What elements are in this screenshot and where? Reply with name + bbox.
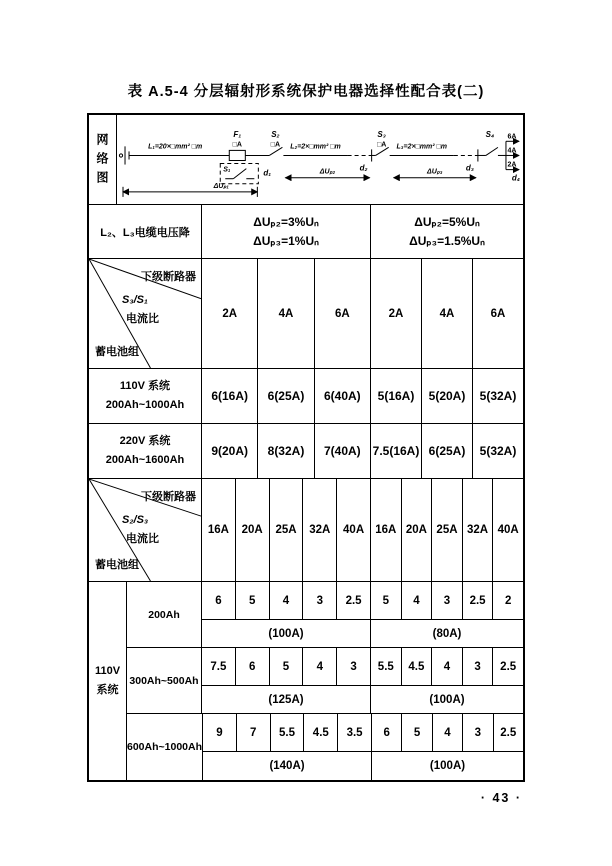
column-header: 40A (337, 479, 371, 581)
capacity-label: 300Ah~500Ah (127, 648, 202, 713)
group-merged-row (202, 686, 523, 713)
corner-label-current-ratio: 电流比 (126, 313, 159, 325)
column-header: 32A (463, 479, 494, 581)
row-header-110v (89, 369, 202, 423)
value-cell: 4 (402, 582, 433, 619)
row-values-right (371, 369, 523, 423)
section1-data-row-220v (89, 424, 523, 479)
cable-l1-label: L₁=20×□mm² □m (148, 143, 203, 151)
breaker-s3-rating: □A (377, 141, 387, 149)
value-cell: 3 (337, 648, 371, 685)
value-cell: 6 (202, 582, 236, 619)
page-number: · 43 · (480, 791, 522, 805)
section1-data-row-110v (89, 369, 523, 424)
value-cell: 9(20A) (202, 424, 258, 478)
node-d2-label: d₂ (359, 163, 368, 173)
values-right (371, 582, 523, 619)
voltage-drop-value: ΔUₚ₃=1.5%Uₙ (409, 234, 485, 248)
value-cell: 2.5 (500, 726, 517, 739)
group-values (202, 648, 523, 713)
fuse-icon (229, 150, 245, 160)
battery-terminal-icon (119, 154, 122, 157)
section1-header-row (89, 259, 523, 369)
values-left (202, 648, 371, 685)
values-left (202, 582, 371, 619)
column-header: 2A (202, 259, 258, 368)
voltage-drop-row (89, 205, 523, 259)
value-cell: 6(16A) (202, 369, 258, 423)
values-left (203, 714, 372, 751)
merged-cell-right: (100A) (429, 693, 465, 706)
network-row-label: 网络图 (89, 115, 117, 204)
cable-l2-label: L₂=2×□mm² □m (290, 143, 341, 151)
capacity-label: 200Ah (127, 582, 202, 647)
cable-l3-label: L₃=2×□mm² □m (396, 143, 447, 151)
voltage-drop-2-label: ΔUₚ₂ (319, 168, 336, 176)
node-d3-label: d₃ (465, 163, 474, 173)
corner-label-ratio: S₂/S₃ (122, 514, 149, 526)
row-values-right (371, 424, 523, 478)
branch-6a-label: 6A (507, 133, 517, 141)
selectivity-table (87, 113, 525, 782)
corner-label-lower-breaker: 下级断路器 (141, 491, 196, 503)
column-header: 32A (303, 479, 337, 581)
value-cell: 7.5 (202, 648, 236, 685)
voltage-drop-row-label: L₂、L₃电缆电压降 (89, 205, 202, 258)
column-header: 25A (270, 479, 304, 581)
capacity-group-300-500ah (127, 648, 523, 714)
voltage-drop-value: ΔUₚ₂=5%Uₙ (414, 214, 480, 229)
value-cell: 4.5 (402, 648, 433, 685)
merged-cell-left: (140A) (203, 752, 372, 780)
fuse-f1-label: F₁ (233, 130, 242, 140)
value-cell: 5.5 (371, 648, 402, 685)
node-d1-label: d₁ (263, 168, 272, 178)
value-cell: 4 (303, 648, 337, 685)
corner-label-ratio: S₃/S₁ (122, 294, 148, 306)
value-cell: 6 (236, 648, 270, 685)
column-header: 16A (371, 479, 402, 581)
value-cell: 5(20A) (422, 369, 473, 423)
column-header: 6A (315, 259, 371, 368)
value-cell: 6(25A) (422, 424, 473, 478)
value-cell: 5 (236, 582, 270, 619)
value-cell: 7(40A) (315, 424, 371, 478)
circuit-labels (148, 130, 520, 190)
section1-columns-right (371, 259, 523, 368)
system-label: 220V 系统 (119, 435, 171, 448)
column-header: 20A (236, 479, 270, 581)
section2-columns-left (202, 479, 371, 581)
value-cell: 2.5 (463, 582, 494, 619)
section2-corner-cell (89, 479, 202, 581)
circuit-diagram (117, 115, 523, 204)
value-cell: 4 (433, 714, 463, 751)
value-cell: 2.5 (500, 660, 517, 673)
row-values-left (202, 369, 371, 423)
value-cell: 5(16A) (371, 369, 422, 423)
table-title: 表 A.5-4 分层辐射形系统保护电器选择性配合表(二) (127, 84, 485, 100)
column-header: 6A (490, 307, 506, 320)
merged-cell-left: (100A) (202, 620, 371, 647)
breaker-s2-label: S₂ (271, 130, 280, 140)
value-cell: 5 (402, 714, 432, 751)
row-values-left (202, 424, 371, 478)
group-value-row (202, 582, 523, 620)
system-110v-column (89, 582, 127, 780)
value-cell: 6(25A) (258, 369, 314, 423)
group-merged-row (203, 752, 523, 780)
section2-body (89, 582, 523, 780)
breaker-s4-label: S₄ (485, 130, 495, 140)
column-header: 20A (402, 479, 433, 581)
value-cell: 3.5 (338, 714, 372, 751)
corner-label-lower-breaker: 下级断路器 (141, 271, 196, 283)
capacity-group-600-1000ah (127, 714, 523, 780)
value-cell: 4 (270, 582, 304, 619)
value-cell: 3 (432, 582, 463, 619)
merged-cell-left: (125A) (202, 686, 371, 713)
column-header: 2A (371, 259, 422, 368)
merged-cell-right: (80A) (432, 627, 462, 640)
group-values (202, 582, 523, 647)
value-cell: 3 (463, 714, 493, 751)
value-cell: 6 (372, 714, 402, 751)
section2-header-row (89, 479, 523, 582)
voltage-drop-case1 (202, 205, 371, 258)
value-cell: 6(40A) (315, 369, 371, 423)
value-cell: 5(32A) (479, 444, 517, 458)
branch-4a-label: 4A (507, 147, 517, 155)
merged-cell-right: (100A) (429, 760, 466, 772)
corner-label-current-ratio: 电流比 (126, 533, 159, 545)
column-header: 25A (432, 479, 463, 581)
capacity-groups (127, 582, 523, 780)
column-header: 4A (422, 259, 473, 368)
group-value-row (202, 648, 523, 686)
branch-2a-label: 2A (507, 161, 517, 169)
network-row (89, 115, 523, 205)
column-header: 40A (497, 524, 519, 536)
value-cell: 2 (504, 594, 512, 607)
values-right (372, 714, 523, 751)
section1-corner-cell (89, 259, 202, 368)
value-cell: 7.5(16A) (371, 424, 422, 478)
corner-label-battery-group: 蓄电池组 (95, 559, 139, 571)
fuse-f1-rating: □A (232, 141, 242, 149)
breaker-blade-icon (486, 147, 498, 155)
voltage-drop-case2 (371, 205, 523, 258)
system-label-line2: 系统 (96, 684, 119, 696)
voltage-drop-value: ΔUₚ₃=1%Uₙ (253, 234, 319, 248)
voltage-drop-value: ΔUₚ₂=3%Uₙ (253, 214, 319, 229)
value-cell: 3 (303, 582, 337, 619)
capacity-label: 200Ah~1600Ah (105, 453, 185, 466)
node-d4-label: d₄ (511, 173, 521, 183)
value-cell: 5 (371, 582, 402, 619)
value-cell: 5.5 (271, 714, 305, 751)
value-cell: 5 (270, 648, 304, 685)
voltage-drop-1-label: ΔUₚ₁ (213, 182, 229, 190)
system-label: 110V 系统 (119, 380, 171, 393)
voltage-drop-3-label: ΔUₚ₃ (427, 168, 443, 176)
value-cell: 2.5 (337, 582, 371, 619)
system-label-line1: 110V (94, 665, 121, 677)
group-value-row (203, 714, 523, 752)
breaker-s1-label: S₁ (223, 166, 231, 174)
value-cell: 5(32A) (479, 389, 517, 403)
group-merged-row (202, 620, 523, 647)
value-cell: 3 (463, 648, 494, 685)
corner-label-battery-group: 蓄电池组 (95, 346, 139, 358)
capacity-label: 200Ah~1000Ah (105, 398, 185, 411)
capacity-label: 600Ah~1000Ah (127, 714, 203, 780)
capacity-group-200ah (127, 582, 523, 648)
network-diagram-cell (117, 115, 523, 204)
column-header: 4A (258, 259, 314, 368)
column-header: 16A (202, 479, 236, 581)
value-cell: 7 (237, 714, 271, 751)
breaker-blade-icon (233, 169, 246, 179)
breaker-s2-rating: □A (270, 141, 281, 149)
row-header-220v (89, 424, 202, 478)
value-cell: 4.5 (304, 714, 338, 751)
value-cell: 8(32A) (258, 424, 314, 478)
group-values (203, 714, 523, 780)
value-cell: 4 (432, 648, 463, 685)
value-cell: 9 (203, 714, 237, 751)
section2-columns-right (371, 479, 523, 581)
values-right (371, 648, 523, 685)
breaker-blade-icon (376, 147, 389, 155)
section1-columns-left (202, 259, 371, 368)
breaker-blade-icon (269, 147, 282, 155)
breaker-s3-label: S₃ (377, 130, 386, 140)
